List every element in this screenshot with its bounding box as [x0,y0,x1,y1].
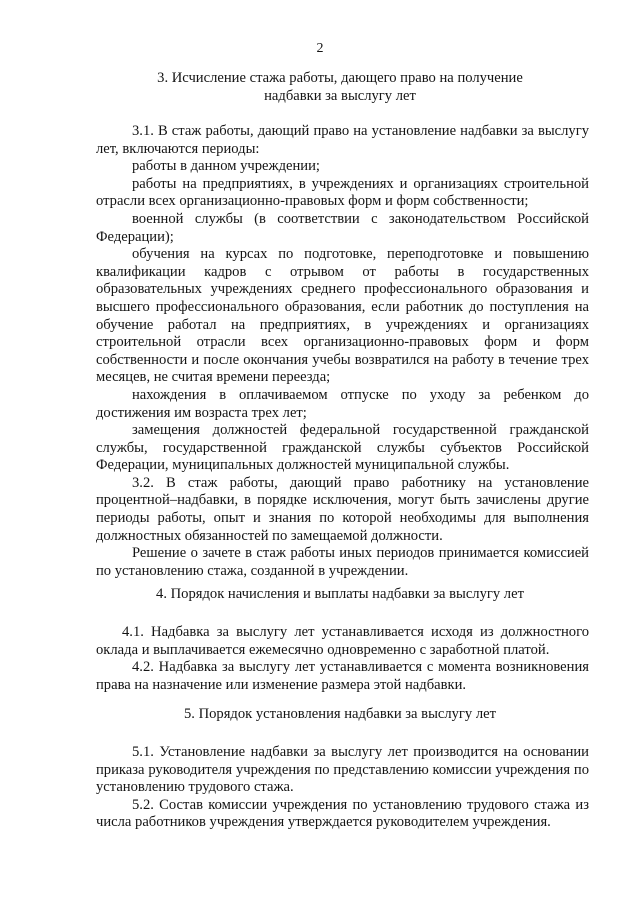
paragraph-5-2: 5.2. Состав комиссии учреждения по установлению трудового стажа из числа работников учреждения утверждается руководителем учреждения. [96,796,589,831]
paragraph-4-2: 4.2. Надбавка за выслугу лет устанавливается с момента возникновения права на назначение или изменение размера этой надбавки. [96,659,589,693]
list-item-construction-industry: работы на предприятиях, в учреждениях и организациях строительной отрасли всех организационно-правовых форм и форм собственности; [96,175,589,210]
section-3-heading [0,70,640,105]
paragraph-3-2: 3.2. В стаж работы, дающий право работнику на установление процентной–надбавки, в порядке исключения, могут быть зачислены другие периоды работы, опыт и знания по которой необходимы для выполнения должностных обязанностей по замещаемой должности. [96,474,589,544]
paragraph-4-1: 4.1. Надбавка за выслугу лет устанавливается исходя из должностного оклада и выплачивается ежемесячно одновременно с заработной платой. [96,624,589,658]
page-number: 2 [316,41,324,56]
section-3-heading-line-2: надбавки за выслугу лет [264,87,416,104]
section-3-heading-line-1: 3. Исчисление стажа работы, дающего право на получение [157,70,523,86]
list-item-civil-service: замещения должностей федеральной государственной гражданской службы, государственной гражданской службы субъектов Российской Федерации, муниципальных должностей муниципальной службы. [96,422,589,474]
section-4-heading: 4. Порядок начисления и выплаты надбавки за выслугу лет [156,586,524,602]
paragraph-3-1: 3.1. В стаж работы, дающий право на установление надбавки за выслугу лет, включаются периоды: [96,123,589,157]
list-item-parental-leave: нахождения в оплачиваемом отпуске по уходу за ребенком до достижения им возраста трех лет; [96,386,589,421]
section-4-body [96,624,589,694]
list-item-training-courses: обучения на курсах по подготовке, переподготовке и повышению квалификации кадров с отрывом от работы в государственных образовательных учреждениях среднего профессионального образования и высшего профессионального образования, если работник до поступления на обучение работал на предприятиях, в учреждениях и организациях строительной отрасли всех организационно-правовых форм и форм собственности и после окончания учебы возвратился на работу в течение трех месяцев, не считая времени переезда; [96,246,589,386]
paragraph-commission-decision: Решение о зачете в стаж работы иных периодов принимается комиссией по установлению стажа, созданной в учреждении. [96,545,589,579]
section-5-heading: 5. Порядок установления надбавки за выслугу лет [183,706,497,722]
section-3-body [96,123,589,580]
list-item-military-service: военной службы (в соответствии с законодательством Российской Федерации); [96,210,589,245]
section-5-body [96,744,589,832]
paragraph-5-1: 5.1. Установление надбавки за выслугу лет производится на основании приказа руководителя учреждения по представлению комиссии учреждения по установлению трудового стажа. [96,744,589,796]
list-item-own-institution: работы в данном учреждении; [132,158,320,175]
